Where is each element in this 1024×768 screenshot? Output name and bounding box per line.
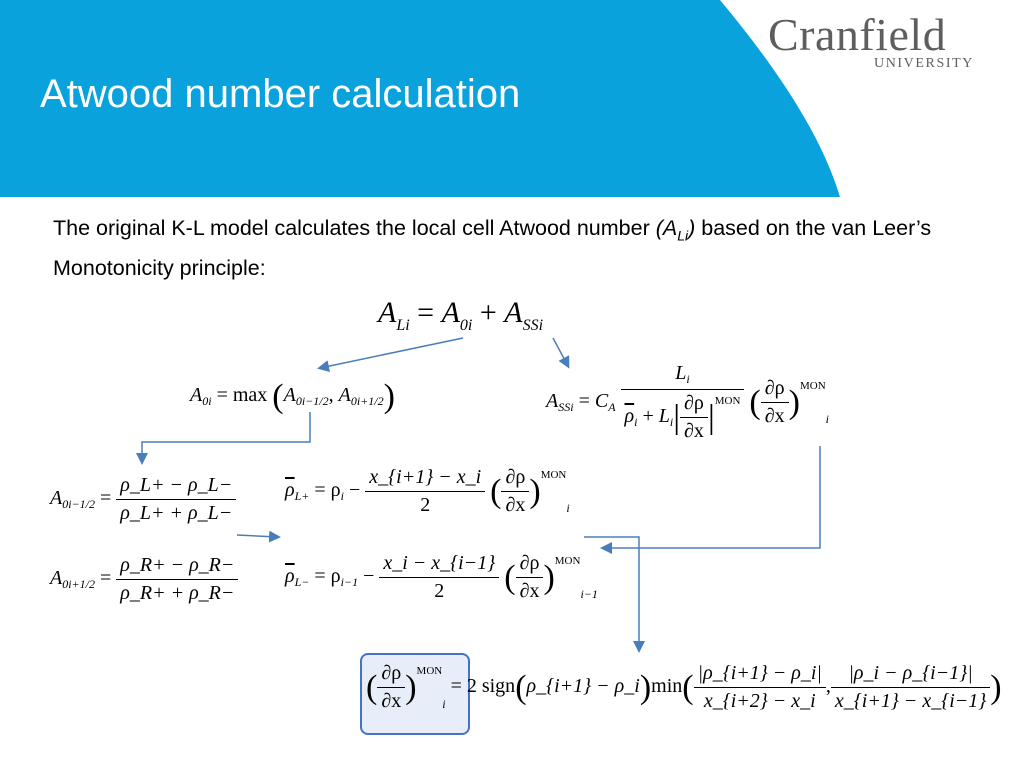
eq-a0i-max: = max	[216, 384, 268, 406]
arrow-assi-to-mon	[603, 446, 820, 548]
eq-mon-frac2-den: x_{i+1} − x_{i−1}	[834, 690, 987, 712]
eq-assi-lhs-sub: SSi	[558, 400, 574, 415]
eq-assi-num: L	[675, 362, 687, 384]
eq-main-lhs: A	[378, 296, 397, 329]
eq-a0p-num: ρ_R+ − ρ_R−	[116, 554, 238, 580]
eq-rlp-rhs-sub: i	[340, 489, 344, 504]
eq-rlp-fraction	[365, 466, 485, 517]
eq-rlp-lhs-sub: L+	[294, 489, 310, 504]
eq-assi-equals: =	[578, 390, 590, 413]
equation-rho-l-minus: $\overline{\rho}_{L-} = \rho_{i-1}$ − $\frac{x\_i - x\_\{i-1\}}{2}$ ( $\frac{\partial\rho}{\partial x}$ )$^{MON}_{i-1}$	[285, 552, 598, 602]
intro-symbol-close: )	[688, 216, 696, 240]
eq-mon-mon: MON	[416, 665, 443, 678]
eq-main-t1-sub: 0i	[459, 317, 473, 334]
eq-rlm-lhs-sub: L−	[294, 575, 310, 590]
intro-text-1: The original K-L model calculates the local cell Atwood number	[53, 216, 656, 240]
eq-assi-den-L-sub: i	[669, 415, 674, 430]
equation-mon-derivative: ( $\frac{\partial\rho}{\partial x}$ )$^{MON}_i$ = 2 sign(ρ_{i+1} − ρ_i)min( $\frac{|\rho\_\{i+1\} - \rho\_i|}{x\_\{i+2\} - x\_i}$ , $\frac{|\rho\_i - \rho\_\{i-1\}|}{x\_\{i+1\} - x\_\{i-1\}}$ )	[366, 662, 1002, 712]
eq-main-t2-sub: SSi	[522, 317, 544, 334]
equation-rho-l-plus: $\overline{\rho}_{L+} = \rho_i$ − $\frac{x\_\{i+1\} - x\_i}{2}$ ( $\frac{\partial\rho}{\partial x}$ )$^{MON}_i$	[285, 466, 570, 516]
eq-rlp-den: 2	[420, 494, 431, 516]
eq-assi-coef-sub: A	[608, 400, 616, 415]
eq-rlm-deriv-num: ∂ρ	[516, 552, 544, 578]
eq-rlp-deriv-den: ∂x	[505, 494, 526, 516]
eq-assi-fraction: $L_i$ $\overline{\rho}_i + L_i|$ $\frac{\partial\rho}{\partial x}$ $|^{MON}$	[621, 362, 745, 443]
eq-assi-deriv-num: ∂ρ	[761, 377, 789, 403]
eq-rlp-lhs: $\overline{\rho}$	[285, 479, 295, 502]
eq-main-t2: A	[504, 296, 523, 329]
eq-main-lhs-sub: Li	[396, 317, 410, 334]
eq-assi-deriv-sub: i	[825, 412, 829, 427]
logo-subtitle: UNIVERSITY	[874, 56, 974, 71]
eq-a0m-den: ρ_L+ + ρ_L−	[120, 502, 233, 524]
eq-a0i-arg2-sub: 0i+1/2	[350, 394, 384, 408]
eq-assi-coef: C	[594, 390, 609, 413]
eq-mon-min: min	[651, 675, 683, 698]
eq-mon-frac1-den: x_{i+2} − x_i	[703, 690, 816, 712]
header-banner	[0, 0, 1024, 197]
eq-assi-mon: MON	[799, 380, 826, 393]
equation-a0-minus-half	[50, 474, 236, 525]
eq-a0i-lhs-sub: 0i	[202, 394, 212, 408]
eq-rlp-deriv-sub: i	[566, 501, 570, 516]
intro-symbol-open: (A	[655, 216, 678, 240]
eq-main-plus: +	[479, 296, 497, 329]
eq-mon-deriv-den: ∂x	[381, 690, 402, 712]
eq-rlm-mon: MON	[554, 555, 581, 568]
eq-assi-den-rho: $\overline{\rho}$	[624, 405, 635, 428]
eq-a0i-arg1-sub: 0i−1/2	[295, 394, 329, 408]
eq-rlm-rhs-sub: i−1	[340, 575, 359, 590]
eq-rlm-deriv-sub: i−1	[580, 587, 598, 602]
equation-assi: $A_{SSi} = C_A$ $L_i$ $\overline{\rho}_i + L_i|$ $\frac{\partial\rho}{\partial x}$ $|^{MON}$ ( $\frac{\partial\rho}{\partial x}$ )$^{MON}_i$	[546, 362, 829, 442]
eq-mon-deriv-sub: i	[442, 697, 446, 712]
eq-assi-den-mon: MON	[714, 395, 741, 408]
eq-a0i-arg1: A	[283, 384, 296, 406]
intro-text-2: based on the van Leer’s Monotonicity principle:	[53, 216, 932, 281]
eq-rlm-rhs: = ρ	[314, 565, 341, 588]
eq-assi-den-plus: +	[642, 405, 654, 428]
intro-symbol-sub: Li	[677, 227, 689, 244]
eq-rlm-lhs: $\overline{\rho}$	[285, 565, 295, 588]
eq-a0m-lhs-sub: 0i−1/2	[62, 497, 95, 512]
arrow-a0i-to-a0-faces	[142, 412, 310, 462]
equation-a0-plus-half	[50, 554, 238, 605]
cranfield-logo	[768, 9, 1008, 71]
eq-main-t1: A	[441, 296, 460, 329]
eq-rlm-den: 2	[434, 580, 445, 602]
eq-mon-comma: ,	[825, 675, 831, 698]
eq-assi-den-L: L	[658, 405, 670, 428]
eq-a0m-equals: =	[99, 487, 112, 510]
eq-rlm-deriv-den: ∂x	[519, 580, 540, 602]
logo-name: Cranfield	[768, 9, 947, 60]
eq-mon-deriv-num: ∂ρ	[377, 662, 405, 688]
eq-assi-den-rho-sub: i	[634, 415, 638, 430]
eq-a0i-lhs: A	[190, 384, 203, 406]
eq-a0m-lhs: A	[50, 487, 63, 510]
arrow-faces-to-rho	[237, 535, 278, 537]
eq-rlp-rhs: = ρ	[314, 479, 341, 502]
eq-a0m-fraction	[116, 474, 236, 525]
eq-a0p-equals: =	[99, 567, 112, 590]
eq-a0p-lhs-sub: 0i+1/2	[62, 577, 95, 592]
equation-atwood-main	[378, 296, 543, 335]
eq-mon-frac1-num: |ρ_{i+1} − ρ_i|	[694, 662, 826, 688]
eq-main-equals: =	[417, 296, 435, 329]
eq-a0p-den: ρ_R+ + ρ_R−	[120, 582, 235, 604]
eq-a0i-arg2: A	[338, 384, 351, 406]
eq-rlm-fraction	[379, 552, 499, 603]
eq-mon-frac2-num: |ρ_i − ρ_{i−1}|	[831, 662, 990, 688]
eq-assi-num-sub: i	[686, 372, 690, 386]
eq-a0p-fraction	[116, 554, 238, 605]
eq-rlp-mon: MON	[540, 469, 567, 482]
eq-mon-sign-arg: ρ_{i+1} − ρ_i	[526, 675, 640, 698]
eq-a0m-num: ρ_L+ − ρ_L−	[116, 474, 236, 500]
eq-mon-rhs: = 2 sign	[450, 675, 516, 698]
arrow-main-to-a0i	[320, 338, 463, 368]
eq-rlp-deriv-num: ∂ρ	[501, 466, 529, 492]
eq-a0p-lhs: A	[50, 567, 63, 590]
equation-a0i-max: $A_{0i} = \max (A_{0i-1/2}$, $A_{0i+1/2}$)	[190, 378, 395, 415]
intro-paragraph	[53, 212, 1003, 285]
page-title: Atwood number calculation	[40, 72, 521, 116]
eq-rlp-num: x_{i+1} − x_i	[365, 466, 485, 492]
eq-rlm-num: x_i − x_{i−1}	[379, 552, 499, 578]
eq-rlp-minus: −	[349, 479, 361, 502]
eq-rlm-minus: −	[363, 565, 375, 588]
eq-a0i-comma: ,	[328, 384, 334, 406]
eq-assi-den-deriv-num: ∂ρ	[680, 392, 708, 418]
eq-assi-deriv-den: ∂x	[764, 405, 785, 427]
eq-assi-lhs: A	[546, 390, 559, 413]
eq-assi-den-deriv-den: ∂x	[684, 420, 704, 442]
